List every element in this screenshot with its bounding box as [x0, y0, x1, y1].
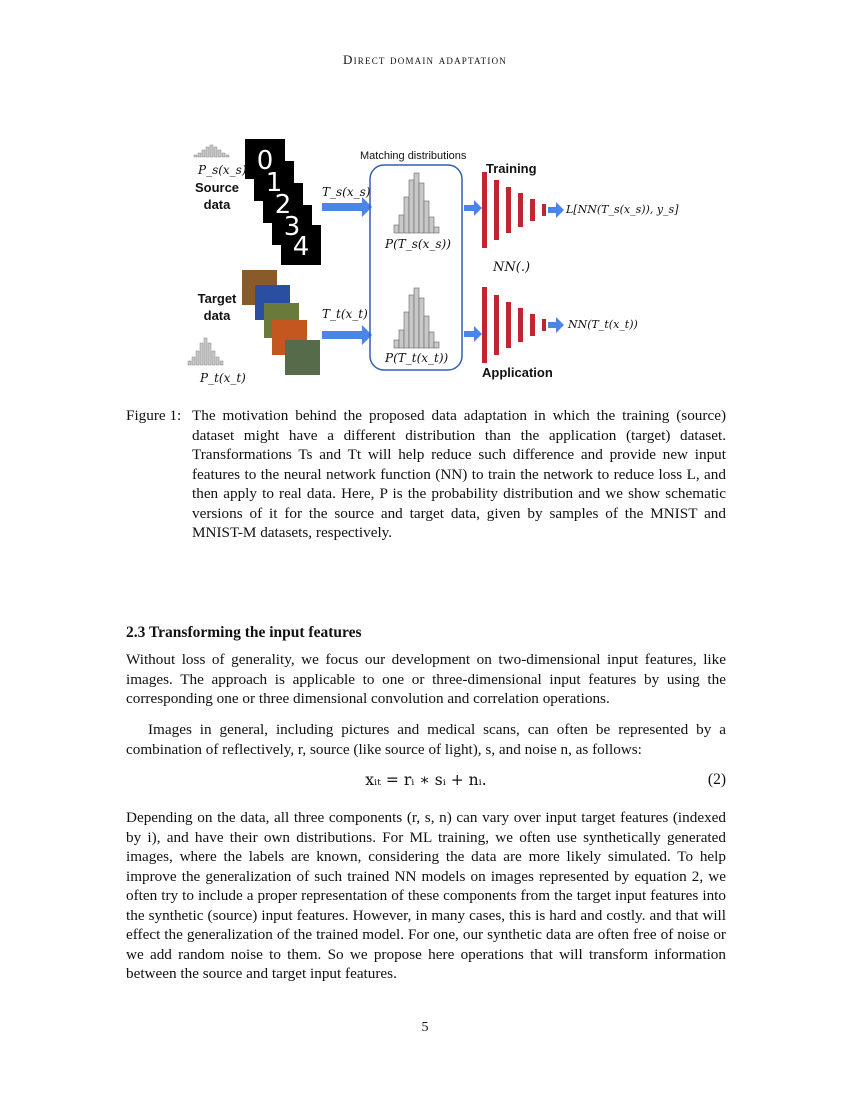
mnist-digit: 3	[283, 212, 301, 242]
source-hist-icon	[194, 145, 229, 157]
source-data-label: Source data	[194, 180, 240, 212]
caption-text: The motivation behind the proposed data adaptation in which the training (source) dataset might have a different distribution than the application (target) dataset. Transformations Ts and Tt will help reduce such difference and provide new input features to the neural network function (NN) to train the network to reduce loss L, and then apply to real data. Here, P is the probability distribution and we show schematic versions of it for the source and target data, given by samples of the MNIST and MNIST-M datasets, respectively.	[192, 407, 726, 541]
mnist-digit: 2	[274, 190, 292, 220]
mnist-digit: 1	[265, 168, 283, 198]
mnist-digit: 0	[256, 146, 274, 176]
loss-label: L[NN(T_s(x_s)), y_s]	[566, 203, 679, 216]
training-label: Training	[486, 161, 537, 176]
application-label: Application	[482, 365, 553, 380]
network-application	[482, 287, 546, 363]
caption-label: Figure 1:	[126, 407, 182, 424]
paragraph-2: Images in general, including pictures and medical scans, can often be represented by a combination of reflectively, r, source (like source of light), s, and noise n, as follows:	[126, 721, 726, 758]
ptt-label: P(T_t(x_t))	[385, 351, 449, 365]
equation-number: (2)	[707, 771, 726, 788]
figure-caption	[126, 406, 726, 543]
ps-label: P_s(x_s)	[198, 163, 247, 177]
target-transformed-hist	[394, 288, 439, 348]
source-transformed-hist	[394, 173, 439, 233]
section-heading: 2.3 Transforming the input features	[126, 624, 362, 641]
ts-label: T_s(x_s)	[322, 185, 371, 199]
network-training	[482, 172, 546, 248]
mnist-digit: 4	[292, 232, 310, 262]
target-data-label: Target data	[197, 291, 237, 323]
network-input-arrows	[464, 200, 482, 342]
output-label: NN(T_t(x_t))	[568, 318, 638, 331]
target-hist-icon	[188, 338, 223, 365]
page-number: 5	[421, 1020, 429, 1035]
figure-1	[180, 135, 680, 395]
nn-label: NN(.)	[493, 260, 531, 275]
output-arrows	[548, 202, 564, 333]
paragraph-1: Without loss of generality, we focus our development on two-dimensional input features, like images. The approach is applicable to one or three-dimensional input features by using the corresponding one or three dimensional convolution and correlation operations.	[126, 651, 726, 707]
pt-label: P_t(x_t)	[200, 371, 246, 385]
tt-label: T_t(x_t)	[322, 307, 368, 321]
paragraph-3: Depending on the data, all three components (r, s, n) can vary over input target features (indexed by i), and have their own distributions. For ML training, we often use synthetically generated images, where the labels are known, considering the data are more likely simulated. To help improve the generalization of such trained NN models on images represented by equation 2, we often try to include a proper representation of these components from the target input features into the synthetic (source) input features. However, in many cases, this is hard and costly. and that will effect the generalization of the trained model. For one, our synthetic data are often free of noise or we add random noise to them. So we propose here operations that will transform information between the source and target input features.	[126, 809, 726, 982]
mnistm-image-stack	[242, 270, 320, 375]
transform-arrows	[322, 197, 372, 345]
pts-label: P(T_s(x_s))	[385, 237, 451, 251]
equation-formula: xᵢₜ = rᵢ ∗ sᵢ + nᵢ.	[365, 771, 487, 789]
matching-label: Matching distributions	[360, 150, 467, 162]
running-header: Direct domain adaptation	[343, 52, 507, 67]
